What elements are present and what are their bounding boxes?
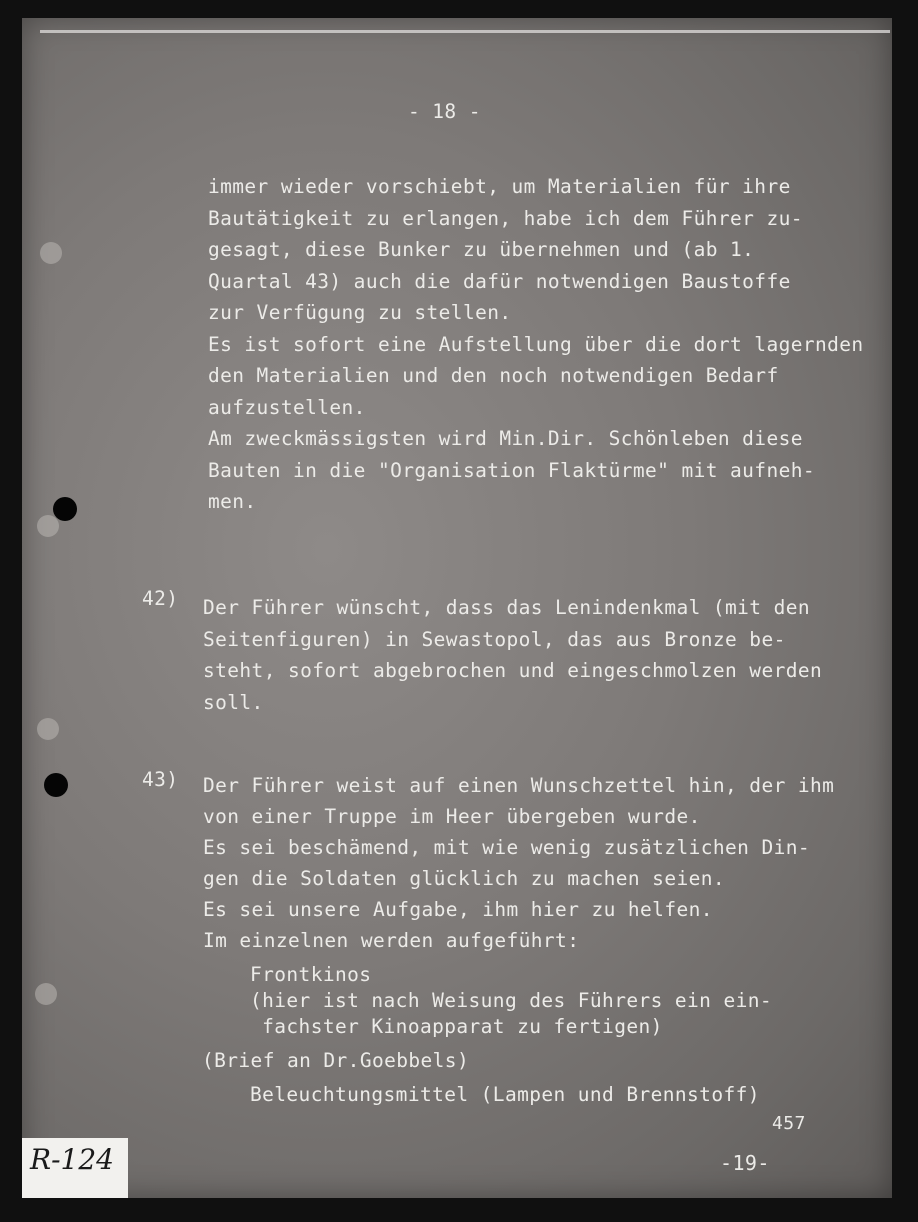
letter-note: (Brief an Dr.Goebbels) xyxy=(202,1049,470,1072)
punch-hole-faint xyxy=(40,242,62,264)
list-item-beleuchtung: Beleuchtungsmittel (Lampen und Brennstoff) xyxy=(250,1083,760,1106)
next-page-indicator: -19- xyxy=(720,1151,770,1175)
intro-paragraph: immer wieder vorschiebt, um Materialien für ihre Bautätigkeit zu erlangen, habe ich dem Führer zu- gesagt, diese Bunker zu übernehmen und (ab 1. Quartal 43) auch die dafür notwendigen Baustoffe zur Verfügung zu stellen. Es ist sofort eine Aufstellung über die dort lagernden den Materialien und den noch notwendigen Bedarf aufzustellen. Am zweckmässigsten wird Min.Dir. Schönleben diese Bauten in die "Organisation Flaktürme" mit aufneh- men. xyxy=(208,175,864,513)
item-42-number: 42) xyxy=(142,587,179,610)
item-43-text: Der Führer weist auf einen Wunschzettel hin, der ihm von einer Truppe im Heer übergeben wurde. Es sei beschämend, mit wie wenig zusätzlichen Din- gen die Soldaten glücklich zu machen seien. Es sei unsere Aufgabe, ihm hier zu helfen. Im einzelnen werden aufgeführt: xyxy=(203,774,835,952)
list-item-frontkinos: Frontkinos (hier ist nach Weisung des Führers ein ein- fachster Kinoapparat zu fertigen) xyxy=(250,963,773,1038)
punch-hole-faint xyxy=(35,983,57,1005)
page-top-edge xyxy=(40,30,890,33)
punch-hole xyxy=(44,773,68,797)
item-43-number: 43) xyxy=(142,768,179,791)
stamp-number: 457 xyxy=(772,1113,806,1134)
punch-hole xyxy=(53,497,77,521)
page-number: - 18 - xyxy=(408,100,481,123)
item-42-text: Der Führer wünscht, dass das Lenindenkmal (mit den Seitenfiguren) in Sewastopol, das aus Bronze be- steht, sofort abgebrochen und eingeschmolzen werden soll. xyxy=(203,596,823,714)
archive-label: R-124 xyxy=(22,1138,128,1198)
punch-hole-faint xyxy=(37,515,59,537)
punch-hole-faint xyxy=(37,718,59,740)
